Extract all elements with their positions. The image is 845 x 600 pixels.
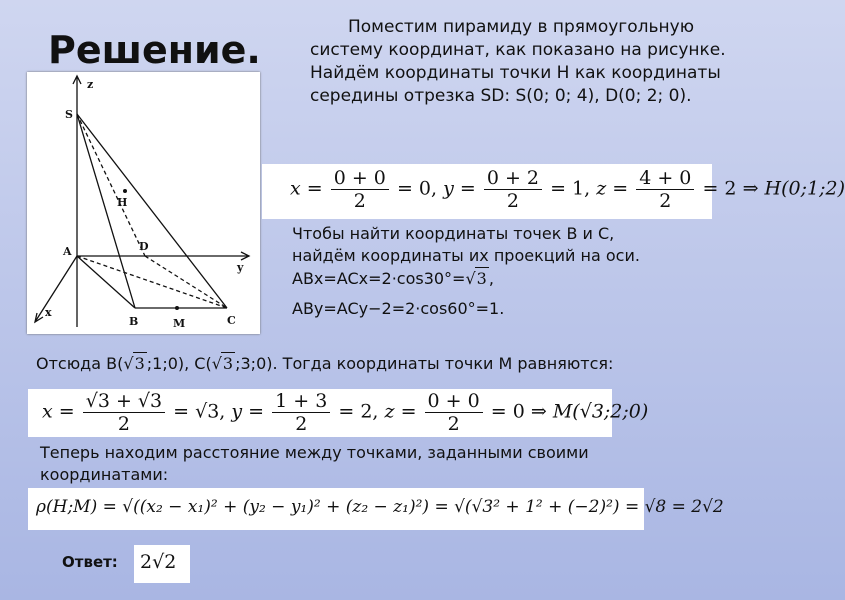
label-x: x [45,306,52,319]
intro-line: систему координат, как показано на рисунке. [310,40,726,60]
intro-line: середины отрезка SD: S(0; 0; 4), D(0; 2; 0). [310,86,692,106]
pyramid-drawing [27,72,260,334]
paragraph-line [292,267,762,290]
sqrt-expr: √3 [123,354,145,373]
sqrt-expr: √3 [465,269,487,288]
answer-label: Ответ: [62,553,118,571]
formula-distance: ρ(H;M) = √((x₂ − x₁)² + (y₂ − y₁)² + (z₂ − z₁)²) = √(√3² + 1² + (−2)²) = √8 = 2√2 [36,497,724,517]
fraction-den: 2 [447,413,460,435]
label-a: A [63,245,72,258]
formula-result: H(0;1;2) [764,177,845,200]
x-arrow [35,313,43,322]
intro-line: Найдём координаты точки Н как координаты [310,63,721,83]
edge-sc [77,114,227,308]
sqrt-radicand: 3 [222,354,234,373]
formula-rhs: = 0, [396,177,438,200]
fraction-num: 4 + 0 [636,167,694,190]
label-s: S [65,108,73,121]
fraction-num: 0 + 2 [484,167,542,190]
ab-x-tail: , [488,269,494,288]
fraction [272,390,330,435]
edge-dc [145,256,227,308]
paragraph-line: найдём координаты их проекций на оси. [292,246,640,265]
fraction-num: 0 + 0 [425,390,483,413]
ab-x-text: ABx=ACx=2·cos30°= [292,269,466,288]
coords-line [36,352,613,375]
paragraph-line: Чтобы найти координаты точек В и С, [292,224,615,243]
fraction-den: 2 [117,413,130,435]
fraction-den: 2 [506,190,519,212]
edge-sd [77,114,145,256]
label-h: H [117,196,128,209]
coords-text: ;1;0), С( [146,354,212,373]
formula-result: M(√3;2;0) [552,400,649,423]
formula-h: x = $\frac{0 + 0}{2}$ = 0, y = $\frac{0 + 2}{2}$ = 1, z = $\frac{4 + 0}{2}$ = 2 ⇒ H(0;1;2) [290,167,845,212]
fraction [425,390,483,435]
fraction [331,167,389,212]
formula-var: z [596,177,607,200]
label-d: D [139,240,149,253]
formula-var: y [231,400,243,423]
fraction [636,167,694,212]
paragraph-line: Теперь находим расстояние между точками, заданными своими [40,443,589,462]
label-c: C [227,314,236,327]
answer-value: 2√2 [140,551,177,573]
label-m: M [173,317,186,330]
implies-arrow: ⇒ [530,400,547,423]
formula-var: y [443,177,454,200]
fraction-den: 2 [659,190,672,212]
point-m [175,306,179,310]
paragraph-line: ABy=ACy−2=2·cos60°=1. [292,299,505,318]
fraction-den: 2 [353,190,366,212]
paragraph-line: координатами: [40,465,169,484]
implies-arrow: ⇒ [742,177,759,200]
intro-text [310,16,780,108]
page-title: Решение. [48,28,261,72]
x-axis [35,256,77,322]
sqrt-radicand: 3 [134,354,145,373]
pyramid-figure [27,72,260,334]
label-z: z [87,78,94,91]
sqrt-radicand: 3 [476,269,487,288]
formula-rhs: = 2 [702,177,737,200]
formula-rhs: = 0 [490,400,525,423]
edge-ac [77,256,227,308]
fraction-num: 1 + 3 [272,390,330,413]
fraction [83,390,165,435]
formula-var: x [42,400,53,423]
fraction [484,167,542,212]
coords-text: Отсюда В( [36,354,124,373]
intro-line: Поместим пирамиду в прямоугольную [348,17,695,37]
formula-var: z [384,400,395,423]
label-b: B [129,315,139,328]
formula-m: x = $\frac{√3 + √3}{2}$ = √3, y = $\frac{1 + 3}{2}$ = 2, z = $\frac{0 + 0}{2}$ = 0 ⇒ M(√3;2;0) [42,390,649,435]
formula-var: x [290,177,301,200]
formula-rhs: = √3, [173,400,226,423]
fraction-num: √3 + √3 [83,390,165,413]
point-h [123,189,127,193]
fraction-num: 0 + 0 [331,167,389,190]
distance-paragraph [40,442,780,486]
projection-paragraph [292,223,762,320]
edge-ab [77,256,135,308]
edge-sb [77,114,135,308]
sqrt-expr: √3 [211,354,234,373]
fraction-den: 2 [295,413,308,435]
label-y: y [237,261,244,274]
formula-rhs: = 2, [338,400,379,423]
formula-rhs: = 1, [550,177,591,200]
coords-text: ;3;0). Тогда координаты точки М равняются: [235,354,614,373]
